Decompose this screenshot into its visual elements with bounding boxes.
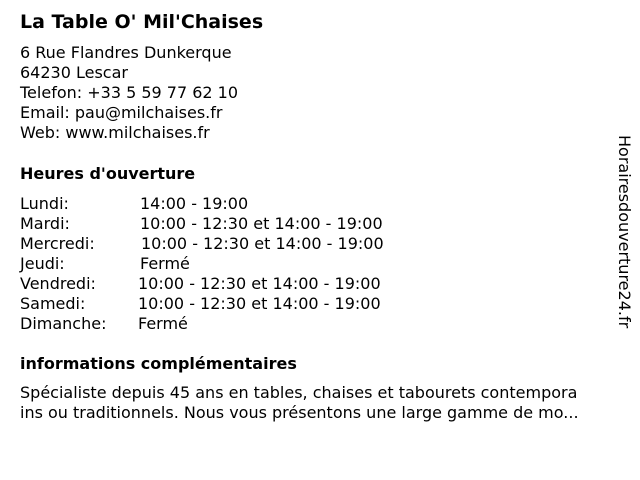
- hours-time: Fermé: [138, 314, 188, 333]
- hours-time: 10:00 - 12:30 et 14:00 - 19:00: [138, 294, 381, 313]
- address-street: 6 Rue Flandres Dunkerque: [20, 43, 232, 62]
- business-name: La Table O' Mil'Chaises: [20, 11, 264, 33]
- address-city: 64230 Lescar: [20, 63, 128, 82]
- hours-day: Mardi:: [20, 214, 70, 233]
- hours-day: Samedi:: [20, 294, 86, 313]
- hours-time: Fermé: [140, 254, 190, 273]
- email-line: Email: pau@milchaises.fr: [20, 103, 223, 122]
- hours-day: Mercredi:: [20, 234, 95, 253]
- info-line: ins ou traditionnels. Nous vous présentons une large gamme de mo...: [20, 403, 579, 422]
- hours-day: Vendredi:: [20, 274, 96, 293]
- phone-line: Telefon: +33 5 59 77 62 10: [20, 83, 239, 102]
- hours-day: Jeudi:: [20, 254, 65, 273]
- hours-day: Lundi:: [20, 194, 69, 213]
- hours-time: 10:00 - 12:30 et 14:00 - 19:00: [140, 214, 383, 233]
- web-line: Web: www.milchaises.fr: [20, 123, 210, 142]
- info-line: Spécialiste depuis 45 ans en tables, chaises et tabourets contempora: [20, 383, 578, 402]
- additional-info-text: [20, 383, 630, 423]
- site-watermark: Horairesdouverture24.fr: [615, 135, 634, 329]
- opening-hours-heading: Heures d'ouverture: [20, 164, 196, 183]
- hours-time: 10:00 - 12:30 et 14:00 - 19:00: [138, 274, 381, 293]
- hours-day: Dimanche:: [20, 314, 107, 333]
- additional-info-heading: informations complémentaires: [20, 354, 297, 373]
- hours-time: 10:00 - 12:30 et 14:00 - 19:00: [141, 234, 384, 253]
- address-block: [20, 43, 238, 143]
- hours-time: 14:00 - 19:00: [140, 194, 249, 213]
